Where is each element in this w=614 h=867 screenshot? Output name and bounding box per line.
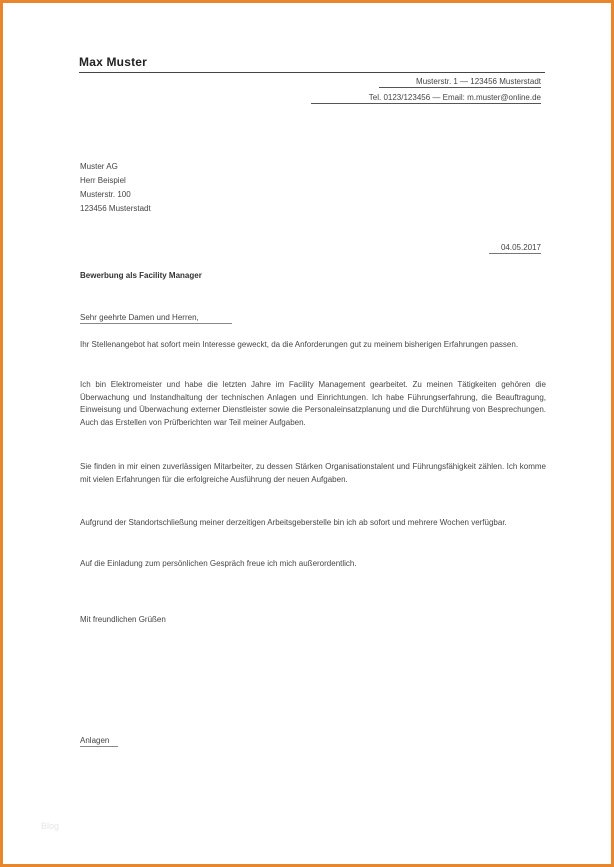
letter-date: 04.05.2017 [500,243,541,252]
body-paragraph: Aufgrund der Standortschließung meiner derzeitigen Arbeitsgeberstelle bin ich ab sofort und mehrere Wochen verfügbar. [80,518,507,527]
letter-page [3,3,611,864]
salutation: Sehr geehrte Damen und Herren, [80,313,199,322]
body-paragraph: Ich bin Elektromeister und habe die letzten Jahre im Facility Management gearbeitet. Zu meinen Tätigkeiten gehören die Überwachung und Instandhaltung der technischen Anlagen und Einrichtungen. Ich habe Führungserfahrung, die Beauftragung, Einweisung und Überwachung externer Dienstleister sowie die Personaleinsatzplanung und die Durchführung von Besprechungen. Auch das Erstellen von Prüfberichten war Teil meiner Aufgaben. [80,380,546,427]
sender-address: Musterstr. 1 — 123456 Musterstadt [416,77,541,86]
body-paragraph: Sie finden in mir einen zuverlässigen Mitarbeiter, zu dessen Stärken Organisationstalent und Führungsfähigkeit zählen. Ich komme mit vielen Erfahrungen für die erfolgreiche Ausführung der neuen Aufgaben. [80,462,546,484]
recipient-city: 123456 Musterstadt [80,204,151,213]
salutation-underline [80,323,232,324]
recipient-person: Herr Beispiel [80,176,126,185]
date-underline [489,253,541,254]
closing-phrase: Mit freundlichen Grüßen [80,615,166,624]
recipient-street: Musterstr. 100 [80,190,131,199]
recipient-company: Muster AG [80,162,118,171]
attachments-label: Anlagen [80,736,110,745]
attachments-underline [80,746,118,747]
body-paragraph: Ihr Stellenangebot hat sofort mein Interesse geweckt, da die Anforderungen gut zu meinem bisherigen Erfahrungen passen. [80,340,519,349]
sender-name: Max Muster [79,55,148,69]
contact-underline [311,103,541,104]
recipient-block [80,160,151,216]
body-paragraph: Auf die Einladung zum persönlichen Gespräch freue ich mich außerordentlich. [80,559,357,568]
header-divider [79,72,545,73]
letter-subject: Bewerbung als Facility Manager [80,271,202,280]
sender-contact: Tel. 0123/123456 — Email: m.muster@online.de [368,93,541,102]
address-underline [379,87,541,88]
watermark-text: Blog [41,821,60,831]
